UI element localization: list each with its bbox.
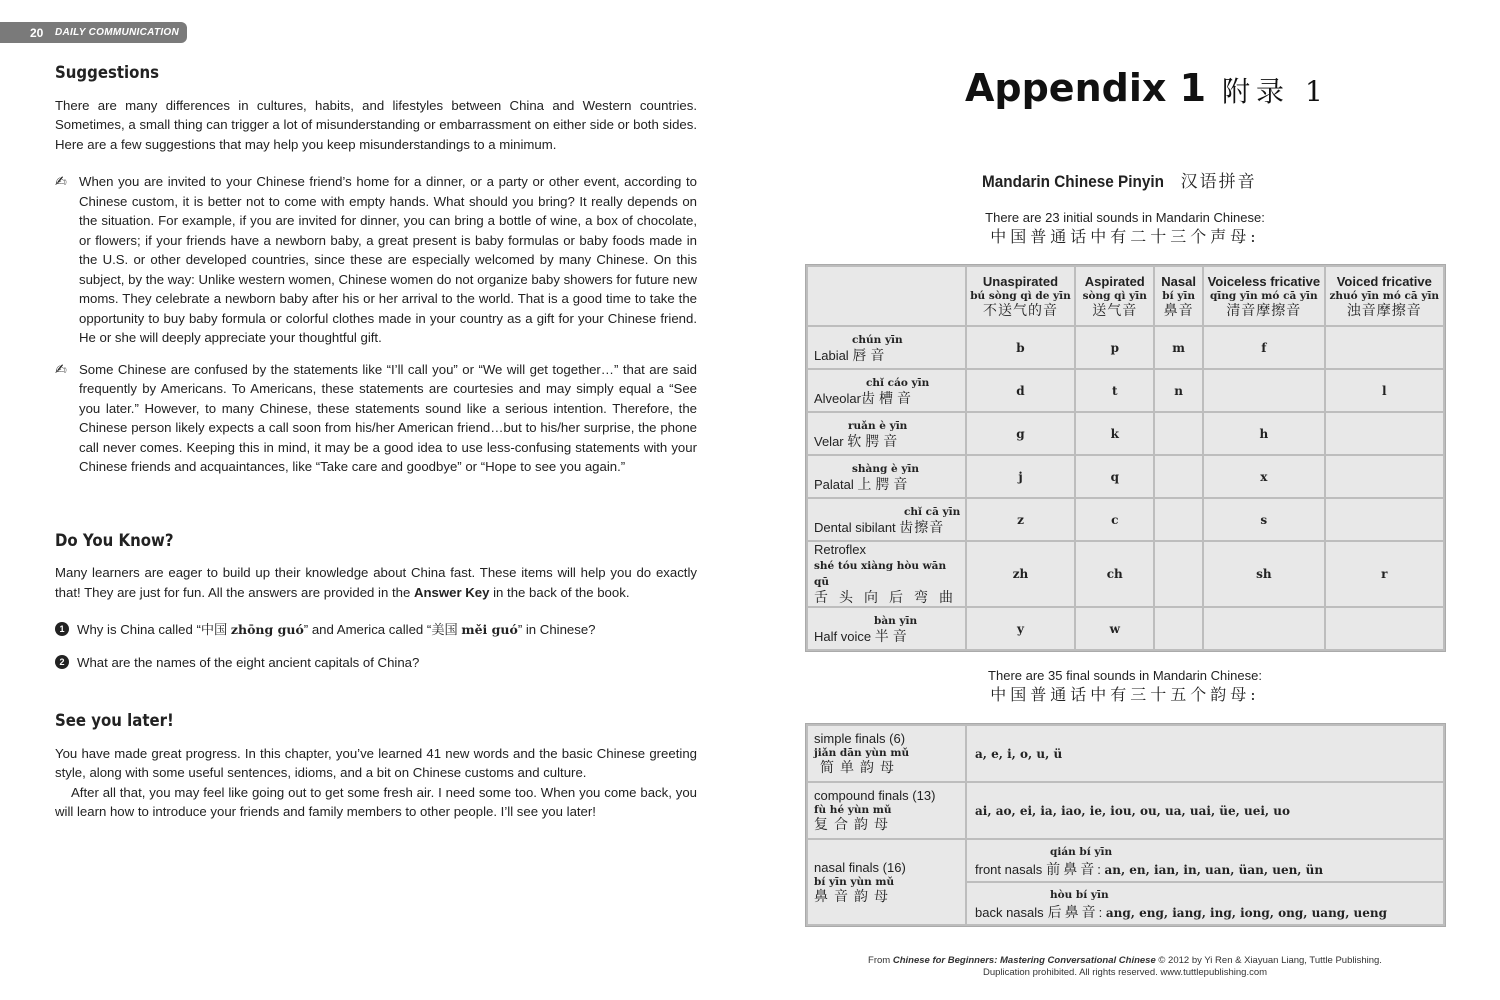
row-label-velar: ruǎn è yīn Velar 软腭音 <box>808 413 965 454</box>
table-cell <box>1155 456 1202 497</box>
suggestion-bullet-2 <box>55 360 697 477</box>
subtitle-en: Mandarin Chinese Pinyin <box>982 172 1164 191</box>
table-cell: zh <box>967 542 1075 606</box>
suggestion-bullet-1 <box>55 172 697 348</box>
row-label-simple-finals: simple finals (6) jiǎn dān yùn mǔ 简单韵母 <box>808 726 965 781</box>
table-row <box>808 499 1443 540</box>
row-label-palatal: shàng è yīn Palatal 上腭音 <box>808 456 965 497</box>
table-cell: k <box>1076 413 1153 454</box>
row-label-nasal-finals: nasal finals (16) bí yīn yùn mǔ 鼻音韵母 <box>808 840 965 924</box>
table-cell: s <box>1204 499 1323 540</box>
finals-intro <box>960 666 1290 704</box>
col-header-voiced-fricative: Voiced fricative zhuó yīn mó cā yīn 浊音摩擦音 <box>1326 267 1443 325</box>
row-label-retroflex: Retroflex shé tóu xiàng hòu wān qū 舌头向后弯曲 <box>808 542 965 606</box>
running-header <box>0 22 187 43</box>
table-cell: g <box>967 413 1075 454</box>
writing-hand-icon: ✍ <box>55 173 67 189</box>
see-you-later-p2: After all that, you may feel like going out to get some fresh air. I need some too. When you come back, you will learn how to introduce your friends and family members to other people. I’ll see you later! <box>55 784 697 819</box>
section-title: DAILY COMMUNICATION <box>55 27 180 38</box>
do-you-know-heading: Do You Know? <box>55 530 174 551</box>
row-label-half-voice: bàn yīn Half voice 半音 <box>808 608 965 649</box>
table-cell: z <box>967 499 1075 540</box>
initials-intro-zh: 中国普通话中有二十三个声母: <box>990 227 1260 246</box>
table-cell: n <box>1155 370 1202 411</box>
initials-table <box>805 264 1446 652</box>
table-cell <box>1326 499 1443 540</box>
front-nasals: qián bí yīn front nasals 前鼻音: an, en, ian, in, uan, üan, uen, ün <box>967 840 1443 881</box>
table-row <box>808 413 1443 454</box>
question-number: 1 <box>55 622 69 636</box>
table-cell: q <box>1076 456 1153 497</box>
suggestions-heading: Suggestions <box>55 63 160 83</box>
table-row <box>808 726 1443 781</box>
row-label-labial: chún yīn Labial 唇音 <box>808 327 965 368</box>
bullet-text: Some Chinese are confused by the statements like “I’ll call you” or “We will get together…” that are said frequently by Americans. To Americans, these statements are courtesies and may simply equal a “See you later.” However, to many Chinese, these statements sound like a serious intention. Therefore, the Chinese person likely expects a call soon from his/her American friend…but to his/her surprise, the phone call never comes. Keeping this in mind, it may be a good idea to use less-confusing statements with your Chinese friends and acquaintances, like “Take care and goodbye” or “Hope to see you again.” <box>79 361 697 474</box>
table-row <box>808 783 1443 838</box>
answer-key-ref: Answer Key <box>413 584 490 600</box>
row-label-alveolar: chǐ cáo yīn Alveolar齿槽音 <box>808 370 965 411</box>
question-text: Why is China called “中国 <box>77 622 231 637</box>
initials-intro <box>960 208 1290 246</box>
table-cell: j <box>967 456 1075 497</box>
footer-line-2: Duplication prohibited. All rights reserved. www.tuttlepublishing.com <box>982 967 1268 978</box>
see-you-later-p1: You have made great progress. In this chapter, you’ve learned 41 new words and the basic Chinese greeting style, along with some useful sentences, idioms, and a bit on Chinese customs and culture. <box>55 745 697 780</box>
question-2 <box>55 653 697 673</box>
table-cell <box>1204 608 1323 649</box>
table-cell: l <box>1326 370 1443 411</box>
initials-intro-en: There are 23 initial sounds in Mandarin Chinese: <box>985 210 1265 225</box>
table-cell: b <box>967 327 1075 368</box>
see-you-later-heading: See you later! <box>55 711 174 731</box>
table-cell <box>1155 608 1202 649</box>
bullet-text: When you are invited to your Chinese friend’s home for a dinner, or a party or other event, according to Chinese custom, it is better not to come with empty hands. What should you bring? It really depends on the situation. For example, if you are invited for dinner, you can bring a bottle of wine, a box of chocolate, or flowers; if your friends have a newborn baby, a great present is baby formulas or baby foods made in the U.S. or other developed countries, since these are especially welcomed by many Chinese. On this subject, by the way: Unlike western women, Chinese women do not organize baby showers for future new moms. They celebrate a newborn baby after his or her arrival to the world. That is a good time to take the opportunity to buy baby formula or colorful clothes made in your country as a gift for your Chinese friend. He or she will deeply appreciate your thoughtful gift. <box>79 174 697 345</box>
table-row <box>808 542 1443 606</box>
table-cell: c <box>1076 499 1153 540</box>
simple-finals-values: a, e, i, o, u, ü <box>967 726 1443 781</box>
col-header-voiceless-fricative: Voiceless fricative qīng yīn mó cā yīn 清音摩擦音 <box>1204 267 1323 325</box>
question-text: ” in Chinese? <box>517 622 596 637</box>
question-text: What are the names of the eight ancient capitals of China? <box>77 654 420 670</box>
left-page <box>55 64 697 822</box>
appendix-title <box>965 66 1329 110</box>
table-cell: y <box>967 608 1075 649</box>
table-cell: f <box>1204 327 1323 368</box>
finals-table <box>805 723 1446 927</box>
finals-intro-en: There are 35 final sounds in Mandarin Chinese: <box>988 668 1262 683</box>
table-row <box>808 608 1443 649</box>
table-row <box>808 456 1443 497</box>
table-cell: w <box>1076 608 1153 649</box>
suggestions-intro: There are many differences in cultures, habits, and lifestyles between China and Western countries. Sometimes, a small thing can trigger a lot of misunderstanding or embarrassment on either side or both sides. Here are a few suggestions that may help you keep misunderstandings to a minimum. <box>55 97 697 152</box>
question-number: 2 <box>55 655 69 669</box>
pinyin-meiguo: měi guó <box>461 622 518 637</box>
book-title: Chinese for Beginners: Mastering Conversational Chinese <box>892 955 1156 966</box>
col-header-unaspirated: Unaspirated bú sòng qì de yīn 不送气的音 <box>967 267 1075 325</box>
table-cell <box>1155 542 1202 606</box>
compound-finals-values: ai, ao, ei, ia, iao, ie, iou, ou, ua, uai, üe, uei, uo <box>967 783 1443 838</box>
intro-text: Many learners are eager to build up their knowledge about China fast. These items will help you do exactly that! They are just for fun. All the answers are provided in the <box>55 565 697 600</box>
question-1 <box>55 620 697 640</box>
pinyin-subtitle <box>982 167 1257 192</box>
table-cell: d <box>967 370 1075 411</box>
initials-header-row <box>808 267 1443 325</box>
table-cell: ch <box>1076 542 1153 606</box>
table-cell: t <box>1076 370 1153 411</box>
col-header-aspirated: Aspirated sòng qì yīn 送气音 <box>1076 267 1153 325</box>
table-cell <box>1155 413 1202 454</box>
appendix-title-zh: 附录 1 <box>1222 75 1329 108</box>
table-row <box>808 840 1443 881</box>
page-number: 20 <box>30 25 44 40</box>
back-nasals: hòu bí yīn back nasals 后鼻音: ang, eng, iang, ing, iong, ong, uang, ueng <box>967 883 1443 924</box>
corner-cell <box>808 267 965 325</box>
table-cell <box>1326 456 1443 497</box>
table-row <box>808 327 1443 368</box>
row-label-compound-finals: compound finals (13) fù hé yùn mǔ 复合韵母 <box>808 783 965 838</box>
table-cell: x <box>1204 456 1323 497</box>
finals-intro-zh: 中国普通话中有三十五个韵母: <box>990 685 1260 704</box>
footer-line-1: From Chinese for Beginners: Mastering Conversational Chinese © 2012 by Yi Ren & Xiayuan Liang, Tuttle Publishing. <box>868 955 1382 966</box>
table-cell: p <box>1076 327 1153 368</box>
table-cell: r <box>1326 542 1443 606</box>
table-cell <box>1204 370 1323 411</box>
table-cell: h <box>1204 413 1323 454</box>
table-cell <box>1326 608 1443 649</box>
subtitle-zh: 汉语拼音 <box>1180 172 1257 192</box>
appendix-title-en: Appendix 1 <box>965 66 1207 110</box>
question-text: ” and America called “美国 <box>303 622 462 637</box>
table-row <box>808 370 1443 411</box>
table-cell: sh <box>1204 542 1323 606</box>
intro-text: in the back of the book. <box>489 584 630 600</box>
table-cell <box>1326 327 1443 368</box>
do-you-know-intro <box>55 563 697 602</box>
table-cell <box>1326 413 1443 454</box>
row-label-dental-sibilant: chǐ cā yīn Dental sibilant 齿擦音 <box>808 499 965 540</box>
pinyin-zhongguo: zhōng guó <box>230 622 304 637</box>
table-cell <box>1155 499 1202 540</box>
writing-hand-icon: ✍ <box>55 360 67 377</box>
copyright-footer <box>805 955 1445 979</box>
table-cell: m <box>1155 327 1202 368</box>
col-header-nasal: Nasal bí yīn 鼻音 <box>1155 267 1202 325</box>
